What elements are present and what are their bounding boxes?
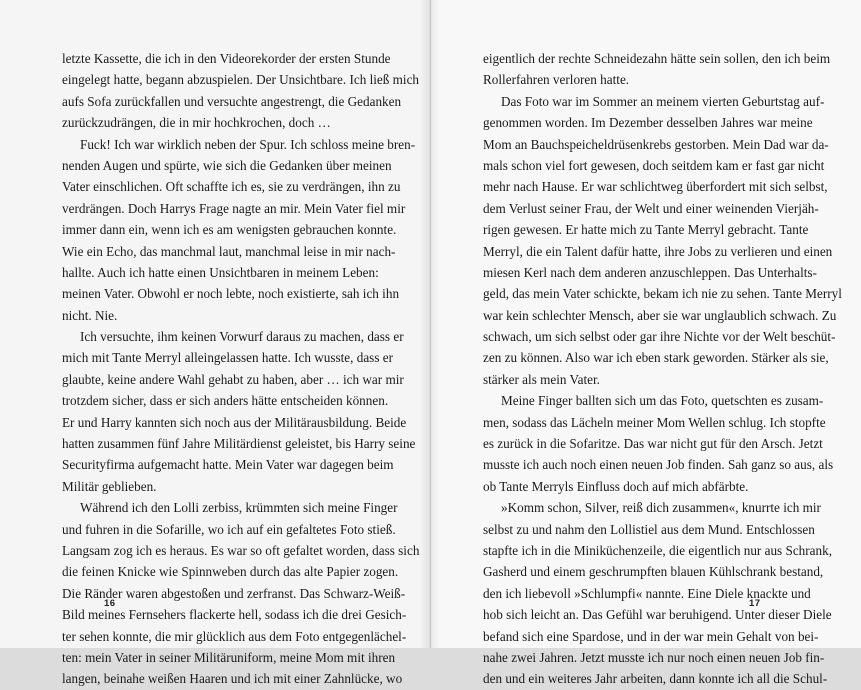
text-line: selbst zu und nahm den Lollistiel aus dem Mund. Entschlossen [483,521,815,537]
text-line: es zurück in die Sofaritze. Das war nicht gut für den Arsch. Jetzt [483,436,823,452]
text-line: stärker als mein Vater. [483,371,600,387]
text-line: Securityfirma aufgemacht hatte. Mein Vater war dagegen beim [62,457,394,473]
text-line: Rollerfahren verloren hatte. [483,72,630,88]
right-page-number: 17 [749,598,761,609]
text-line: aufs Sofa zurückfallen und versuchte angestrengt, die Gedanken [62,93,402,109]
text-line: war kein schlechter Mensch, aber sie war unglaublich schwach. Zu [483,307,837,323]
text-line: die feinen Knicke wie Spinnweben durch das alte Papier zogen. [62,564,399,580]
text-line: zurückzudrängen, die in mir hochkrochen, doch … [62,115,331,131]
text-line: ob Tante Merryls Einfluss doch auf mich abfärbte. [483,478,749,494]
text-line: Gasherd und einem geschrumpften blauen Kühlschrank bestand, [483,564,824,580]
text-line: den und ein weiteres Jahr arbeiten, dann konnte ich all die Schul- [483,671,828,687]
text-line: rigen gewesen. Er hatte mich zu Tante Merryl gebracht. Tante [483,222,809,238]
text-line: langen, beinahe weißen Haaren und ich mit einer Zahnlücke, wo [62,671,403,687]
text-line: immer dann ein, wenn ich es am wenigsten gebrauchen konnte. [62,222,397,238]
text-line: Langsam zog ich es heraus. Es war so oft gefaltet worden, dass sich [62,542,420,558]
text-line: eingelegt hatte, begann abzuspielen. Der Unsichtbare. Ich ließ mich [62,72,420,88]
text-line: miesen Kerl nach dem anderen anzuschleppen. Das Unterhalts- [483,264,817,280]
text-line: Meine Finger ballten sich um das Foto, quetschten es zusam- [501,393,824,409]
text-line: hatten zusammen fünf Jahre Militärdienst geleistet, bis Harry seine [62,436,416,452]
left-page-number: 16 [104,598,116,609]
text-line: Während ich den Lolli zerbiss, krümmten sich meine Finger [80,500,398,516]
text-line: nicht. Nie. [62,307,118,323]
text-line: Die Ränder waren abgestoßen und zerfranst. Das Schwarz-Weiß- [62,585,406,601]
text-line: glaubte, keine andere Wahl gehabt zu haben, aber … ich war mir [62,371,404,387]
text-line: Mom an Bauchspeicheldrüsenkrebs gestorben. Mein Dad war da- [483,136,829,152]
text-line: meinen Vater. Obwohl er noch lebte, noch existierte, sah ich ihn [62,286,400,302]
text-line: Das Foto war im Sommer an meinem vierten Geburtstag auf- [501,93,825,109]
text-line: geld, das mein Vater schickte, bekam ich nie zu sehen. Tante Merryl [483,286,842,302]
text-line: musste ich auch noch einen neuen Job finden. Sah ganz so aus, als [483,457,834,473]
text-line: Bild meines Fernsehers flackerte hell, sodass ich die drei Gesich- [62,607,407,623]
text-line: den ich liebevoll »Schlumpfi« nannte. Eine Diele knackte und [483,585,811,601]
text-line: eigentlich der rechte Schneidezahn hätte sein sollen, den ich beim [483,51,831,66]
right-page-body [483,48,842,690]
text-line: »Komm schon, Silver, reiß dich zusammen«, knurrte ich mir [501,500,821,516]
text-line: hallte. Auch ich hatte einen Unsichtbaren in meinem Leben: [62,264,379,280]
text-line: mehr nach Hause. Er war schlichtweg überfordert mit sich selbst, [483,179,828,195]
right-page [431,0,861,687]
text-line: befand sich eine Spardose, und in der war mein Gehalt von bei- [483,628,819,644]
text-line: men, sodass das Lächeln meiner Mom Wellen schlug. Ich stopfte [483,414,826,430]
text-line: Merryl, die ein Talent dafür hatte, ihre Jobs zu verlieren und einen [483,243,833,259]
text-line: ten: mein Vater in seiner Militäruniform, meine Mom mit ihren [62,649,396,665]
text-line: mich mit Tante Merryl alleingelassen hatte. Ich wusste, dass er [62,350,393,366]
text-line: dem Verlust seiner Frau, der Welt und einer weinenden Vierjäh- [483,200,819,216]
text-line: mals schon viel fort gewesen, doch seitdem kam er fast gar nicht [483,157,825,173]
text-line: trotzdem sicher, dass er sich anders hätte entscheiden können. [62,393,389,409]
text-line: hob sich leicht an. Das Gefühl war beruhigend. Unter dieser Diele [483,607,832,623]
text-line: ter sehen konnte, die mir glücklich aus dem Foto entgegenlächel- [62,628,407,644]
text-line: Er und Harry kannten sich noch aus der Militärausbildung. Beide [62,414,407,430]
text-line: genommen worden. Im Dezember desselben Jahres war meine [483,115,813,131]
text-line: verdrängen. Doch Harrys Frage nagte an mir. Mein Vater fiel mir [62,200,406,216]
text-line: Ich versuchte, ihm keinen Vorwurf daraus zu machen, dass er [80,329,404,345]
text-line: zen zu können. Also war ich eben stark geworden. Stärker als sie, [483,350,829,366]
left-page-body [62,48,420,690]
text-line: letzte Kassette, die ich in den Videorekorder der ersten Stunde [62,51,391,66]
text-line: Wie ein Echo, das manchmal laut, manchmal leise in mir nach- [62,243,396,259]
left-page [0,0,430,687]
text-line: nahe zwei Jahren. Jetzt musste ich nur noch einen neuen Job fin- [483,649,825,665]
text-line: schwach, um sich selbst oder gar ihre Nichte vor der Welt beschüt- [483,329,836,345]
text-line: Militär geblieben. [62,478,157,494]
text-line: und fuhren in die Sofarille, wo ich auf ein gefaltetes Foto stieß. [62,521,396,537]
text-line: nenden Augen und spürte, wie sich die Gedanken über meinen [62,157,392,173]
text-line: stapfte ich in die Miniküchenzeile, die eigentlich nur aus Schrank, [483,542,832,558]
text-line: Fuck! Ich war wirklich neben der Spur. Ich schloss meine bren- [80,136,416,152]
text-line: Vater einschlichen. Oft schaffte ich es, sie zu verdrängen, ihn zu [62,179,401,195]
